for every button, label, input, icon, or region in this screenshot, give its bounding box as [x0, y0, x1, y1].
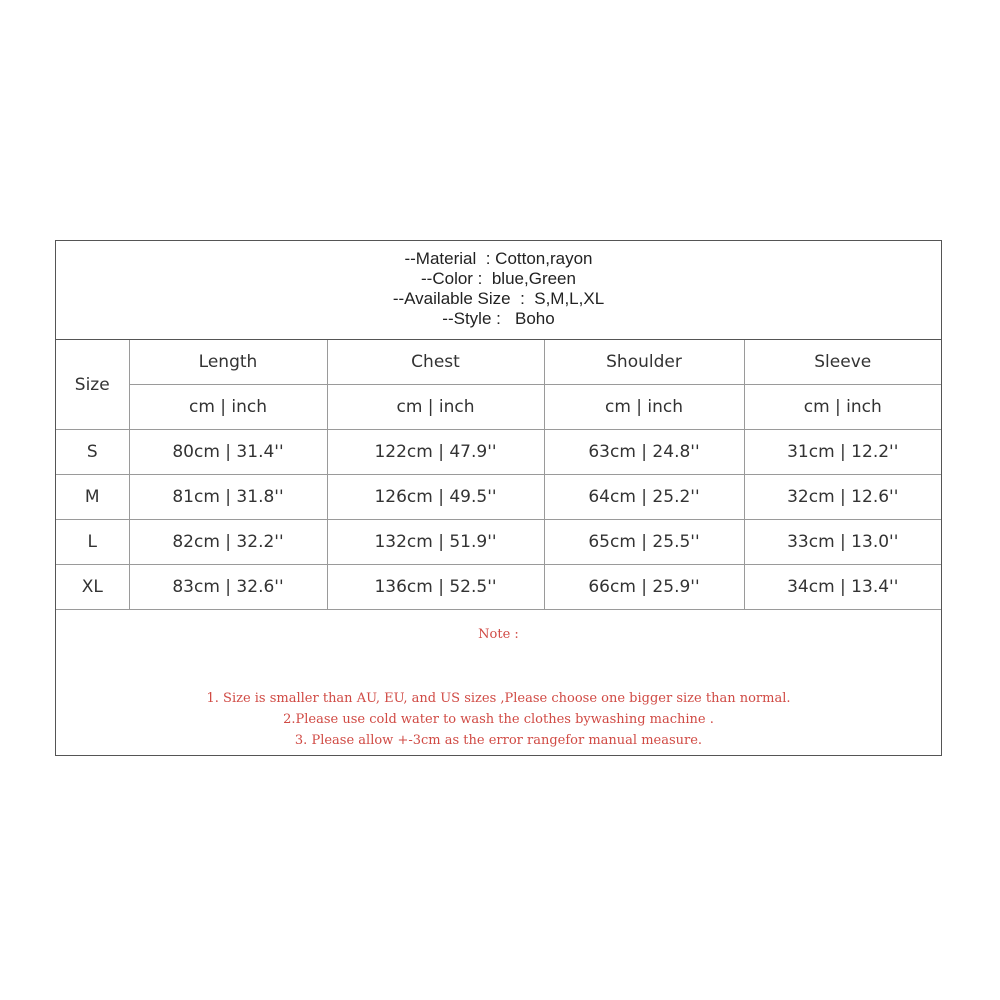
measurement-cell: 126cm | 49.5'': [327, 475, 544, 520]
available-size-line: --Available Size : S,M,L,XL: [392, 289, 605, 308]
measurement-cell: 66cm | 25.9'': [544, 565, 744, 610]
measurement-cell: 80cm | 31.4'': [129, 430, 327, 475]
measurement-cell: 32cm | 12.6'': [744, 475, 941, 520]
table-row: [56, 430, 941, 475]
column-header-sleeve: Sleeve: [744, 340, 941, 385]
unit-label: cm | inch: [744, 385, 941, 430]
material-line: --Material : Cotton,rayon: [404, 249, 593, 268]
measurement-cell: 83cm | 32.6'': [129, 565, 327, 610]
note-line: 2.Please use cold water to wash the clothes bywashing machine .: [283, 712, 714, 727]
note-title: Note :: [478, 627, 519, 642]
units-row: [56, 385, 941, 430]
measurement-cell: 132cm | 51.9'': [327, 520, 544, 565]
size-cell: XL: [56, 565, 129, 610]
size-cell: M: [56, 475, 129, 520]
table-row: [56, 475, 941, 520]
measurement-cell: 82cm | 32.2'': [129, 520, 327, 565]
measurement-cell: 31cm | 12.2'': [744, 430, 941, 475]
table-row: [56, 520, 941, 565]
style-line: --Style : Boho: [442, 309, 555, 328]
size-chart: [55, 240, 942, 756]
note-lines: [56, 688, 941, 751]
note-line: 1. Size is smaller than AU, EU, and US sizes ,Please choose one bigger size than normal.: [206, 691, 791, 706]
color-line: --Color : blue,Green: [421, 269, 576, 288]
measurement-cell: 65cm | 25.5'': [544, 520, 744, 565]
measurement-cell: 81cm | 31.8'': [129, 475, 327, 520]
table-row: [56, 565, 941, 610]
unit-label: cm | inch: [129, 385, 327, 430]
measurement-cell: 64cm | 25.2'': [544, 475, 744, 520]
measurement-cell: 122cm | 47.9'': [327, 430, 544, 475]
size-header: Size: [56, 340, 129, 430]
header-row: [56, 340, 941, 385]
column-header-length: Length: [129, 340, 327, 385]
note-line: 3. Please allow +-3cm as the error rangefor manual measure.: [294, 733, 703, 748]
column-header-chest: Chest: [327, 340, 544, 385]
measurement-cell: 33cm | 13.0'': [744, 520, 941, 565]
size-cell: S: [56, 430, 129, 475]
notes-section: [56, 613, 941, 753]
column-header-shoulder: Shoulder: [544, 340, 744, 385]
measurement-cell: 136cm | 52.5'': [327, 565, 544, 610]
measurement-cell: 63cm | 24.8'': [544, 430, 744, 475]
size-cell: L: [56, 520, 129, 565]
unit-label: cm | inch: [327, 385, 544, 430]
size-table: [56, 340, 941, 610]
unit-label: cm | inch: [544, 385, 744, 430]
product-attributes: [56, 241, 941, 340]
measurement-cell: 34cm | 13.4'': [744, 565, 941, 610]
